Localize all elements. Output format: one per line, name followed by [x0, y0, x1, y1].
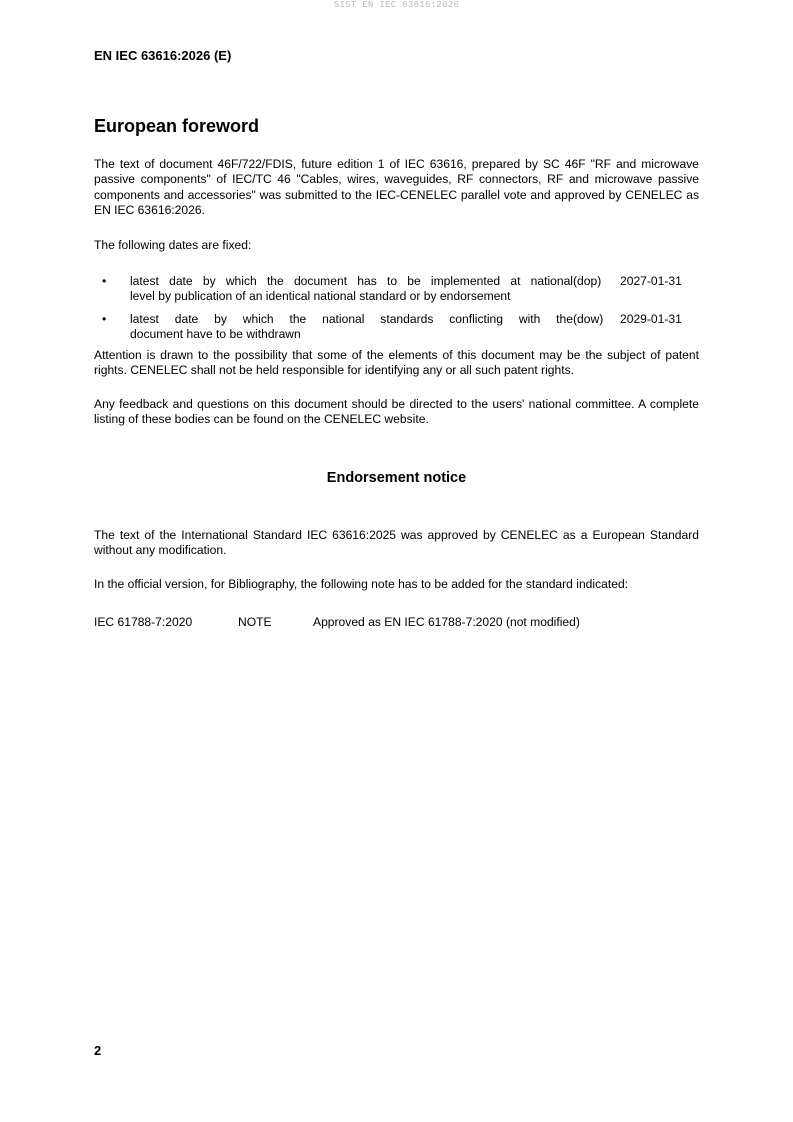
foreword-heading: European foreword — [94, 116, 260, 136]
date-description-line2: document have to be withdrawn — [130, 327, 301, 342]
note-reference: IEC 61788-7:2020 — [94, 615, 193, 629]
endorsement-paragraph: The text of the International Standard IEC 63616:2025 was approved by CENELEC as a European Standard without any modification. — [94, 528, 699, 558]
feedback-paragraph: Any feedback and questions on this document should be directed to the users' national committee. A complete listing of these bodies can be found on the CENELEC website. — [94, 397, 699, 427]
bibliography-intro: In the official version, for Bibliography, the following note has to be added for the standard indicated: — [94, 577, 629, 591]
dates-intro: The following dates are fixed: — [94, 238, 252, 252]
note-text: Approved as EN IEC 61788-7:2020 (not modified) — [313, 615, 580, 629]
date-abbreviation: (dow) — [573, 312, 604, 326]
date-abbreviation: (dop) — [573, 274, 602, 288]
date-description — [130, 312, 573, 343]
page-number: 2 — [94, 1043, 102, 1058]
standard-identifier: EN IEC 63616:2026 (E) — [94, 48, 232, 63]
bullet-icon: • — [102, 274, 107, 288]
patent-paragraph: Attention is drawn to the possibility that some of the elements of this document may be the subject of patent rights. CENELEC shall not be held responsible for identifying any or all such patent rights. — [94, 348, 699, 378]
note-label: NOTE — [238, 615, 272, 629]
date-description — [130, 274, 573, 305]
date-description-line1: latest date by which the document has to be implemented at national — [130, 274, 573, 288]
bullet-icon: • — [102, 312, 107, 326]
date-value: 2027-01-31 — [620, 274, 682, 288]
endorsement-heading: Endorsement notice — [326, 470, 467, 486]
watermark: SIST EN IEC 63616:2026 — [333, 0, 460, 10]
foreword-intro-paragraph: The text of document 46F/722/FDIS, future edition 1 of IEC 63616, prepared by SC 46F "RF and microwave passive components" of IEC/TC 46 "Cables, wires, waveguides, RF connectors, RF and microwave passive components and accessories" was submitted to the IEC-CENELEC parallel vote and approved by CENELEC as EN IEC 63616:2026. — [94, 157, 699, 218]
date-description-line2: level by publication of an identical national standard or by endorsement — [130, 289, 511, 304]
date-value: 2029-01-31 — [620, 312, 682, 326]
date-description-line1: latest date by which the national standards conflicting with the — [130, 312, 573, 326]
